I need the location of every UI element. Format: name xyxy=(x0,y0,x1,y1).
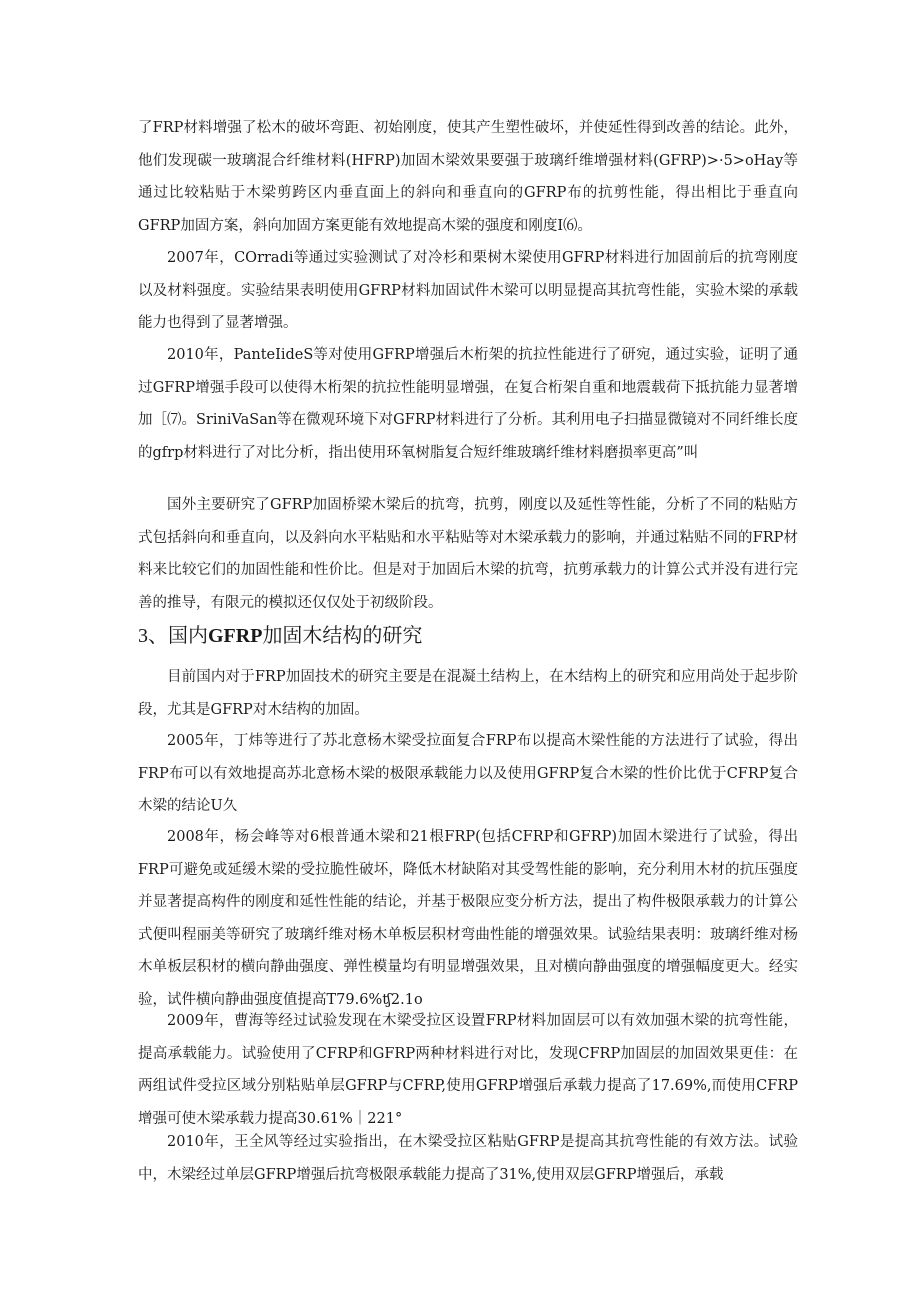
heading-bold: GFRP xyxy=(208,625,263,647)
paragraph-foreign-hfrp: 了FRP材料增强了松木的破坏弯距、初始刚度，使其产生塑性破坏，并使延性得到改善的结论。此外，他们发现碳一玻璃混合纤维材料(HFRP)加固木梁效果要强于玻璃纤维增强材料(GFRP)>·5>oHay等通过比较粘贴于木梁剪跨区内垂直面上的斜向和垂直向的GFRP布的抗剪性能，得出相比于垂直向GFRP加固方案，斜向加固方案更能有效地提高木梁的强度和刚度I⑹。 xyxy=(138,120,798,234)
paragraph-2008-yang: 2008年，杨会峰等对6根普通木梁和21根FRP(包括CFRP和GFRP)加固木梁进行了试验，得出FRP可避免或延缓木梁的受拉脆性破坏，降低木材缺陷对其受驾性能的影响，充分利用木材的抗压强度并显著提高构件的刚度和延性性能的结论，并基于极限应变分析方法，提出了构件极限承载力的计算公式便叫程丽美等研究了玻璃纤维对杨木单板层积材弯曲性能的增强效果。试验结果表明：玻璃纤维对杨木单板层积材的横向静曲强度、弹性模量均有明显增强效果，且对横向静曲强度的增强幅度更大。经实验，试件横向静曲强度值提高T79.6%ʧ2.1o xyxy=(138,829,798,1008)
paragraph-2005-ding: 2005年，丁炜等进行了苏北意杨木梁受拉面复合FRP布以提高木梁性能的方法进行了试验，得出FRP布可以有效地提高苏北意杨木梁的极限承载能力以及使用GFRP复合木梁的性价比优于CFRP复合木梁的结论U久 xyxy=(138,733,798,815)
paragraph-2009-cao: 2009年，曹海等经过试验发现在木梁受拉区设置FRP材料加固层可以有效加强木梁的抗弯性能，提高承载能力。试验使用了CFRP和GFRP两种材料进行对比，发现CFRP加固层的加固效果更佳：在两组试件受拉区域分别粘贴单层GFRP与CFRP,使用GFRP增强后承载力提高了17.69%,而使用CFRP增强可使木梁承载力提高30.61%｜221° xyxy=(138,1013,798,1127)
heading-number: 3、国内 xyxy=(138,625,208,647)
paragraph-domestic-intro: 目前国内对于FRP加固技术的研究主要是在混凝土结构上，在木结构上的研究和应用尚处于起步阶段，尤其是GFRP对木结构的加固。 xyxy=(138,669,798,718)
paragraph-foreign-summary: 国外主要研究了GFRP加固桥梁木梁后的抗弯，抗剪，刚度以及延性等性能，分析了不同的粘贴方式包括斜向和垂直向，以及斜向水平粘贴和水平粘贴等对木梁承载力的影响，并通过粘贴不同的FRP材料来比较它们的加固性能和性价比。但是对于加固后木梁的抗弯，抗剪承载力的计算公式并没有进行完善的推导，有限元的模拟还仅仅处于初级阶段。 xyxy=(138,497,798,611)
section-heading xyxy=(138,621,798,651)
paragraph-2010-pantelides: 2010年，PanteIideS等对使用GFRP增强后木桁架的抗拉性能进行了研宛，通过实验，证明了通过GFRP增强手段可以使得木桁架的抗拉性能明显增强，在复合桁架自重和地震载荷下抵抗能力显著增加［⑺。SriniVaSan等在微观环境下对GFRP材料进行了分析。其利用电子扫描显微镜对不同纤维长度的gfrp材料进行了对比分析，指出使用环氧树脂复合短纤维玻璃纤维材料磨损率更高”叫 xyxy=(138,347,798,461)
paragraph-2010-wang: 2010年，王全风等经过实验指出，在木梁受拉区粘贴GFRP是提高其抗弯性能的有效方法。试验中，木梁经过单层GFRP增强后抗弯极限承载能力提高了31%,使用双层GFRP增强后，承载 xyxy=(138,1134,798,1183)
heading-rest: 加固木结构的研究 xyxy=(262,625,423,647)
paragraph-2007-corradi: 2007年，COrradi等通过实验测试了对冷杉和栗树木梁使用GFRP材料进行加固前后的抗弯刚度以及材料强度。实验结果表明使用GFRP材料加固试件木梁可以明显提高其抗弯性能，实验木梁的承载能力也得到了显著增强。 xyxy=(138,250,798,332)
